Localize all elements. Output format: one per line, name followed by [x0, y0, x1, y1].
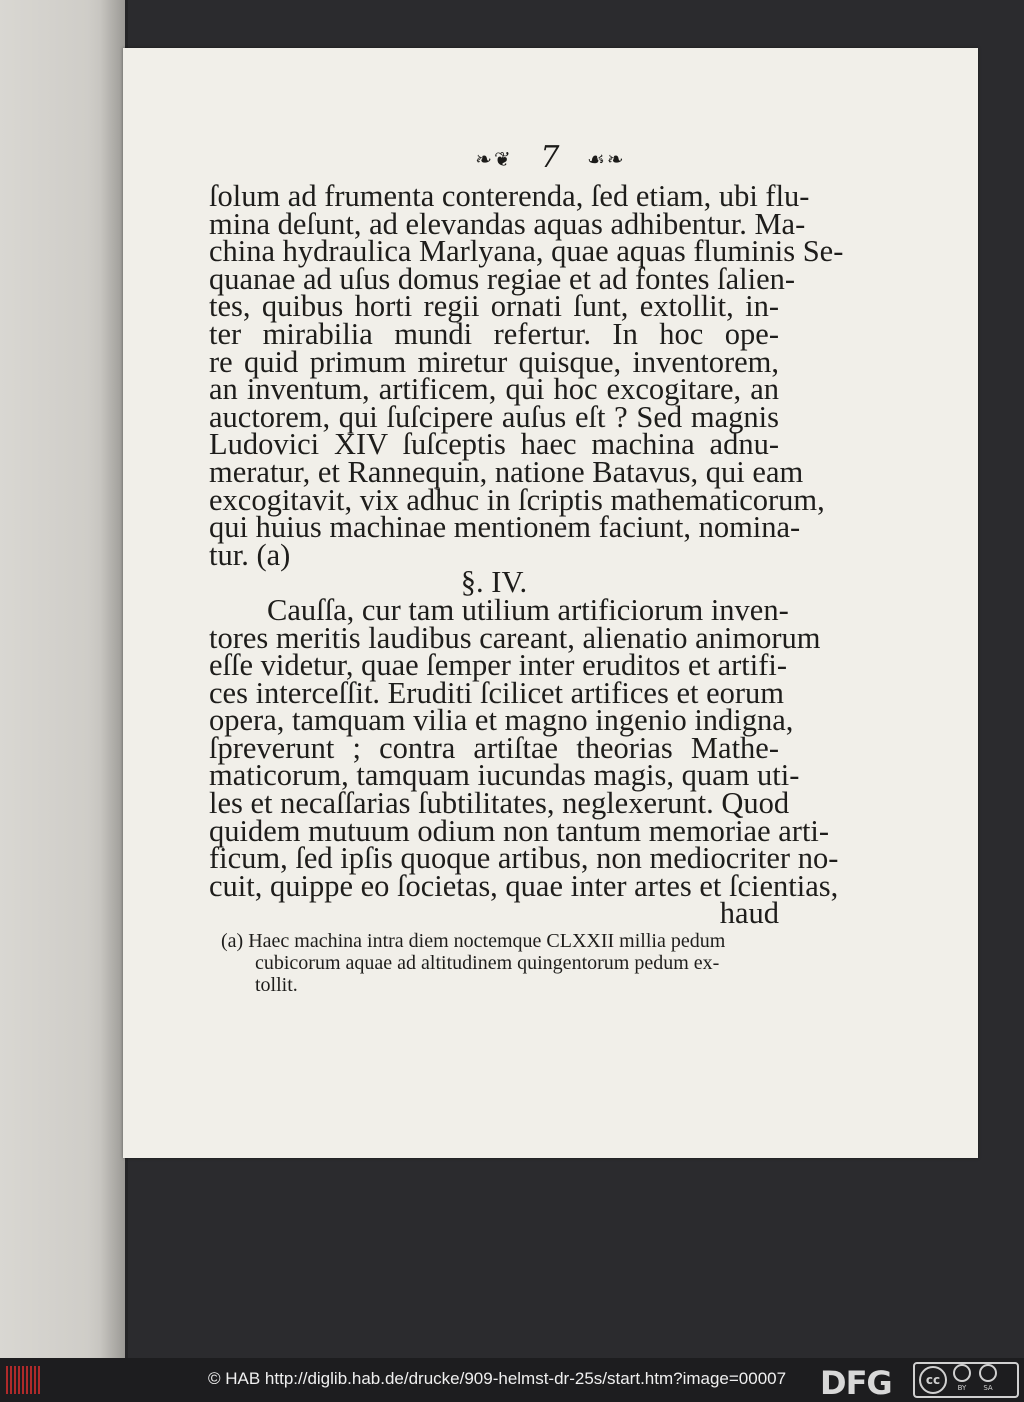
footnote-line: (a) Haec machina intra diem noctemque CLXXII millia pedum [221, 930, 726, 952]
by-icon: BY [951, 1364, 973, 1396]
text-line: ſolum ad frumenta conterenda, ſed etiam, ubi flu- [209, 179, 810, 213]
text-line: excogitavit, vix adhuc in ſcriptis mathematicorum, [209, 482, 825, 517]
text-line: mina deſunt, ad elevandas aquas adhibentur. Ma- [209, 206, 806, 241]
text-line: tes, quibus horti regii ornati ſunt, extollit, in- [209, 289, 779, 324]
ornament-left-icon: ❧❦ [475, 147, 513, 171]
ornament-right-icon: ☙❧ [587, 147, 626, 171]
footnote-line: cubicorum aquae ad altitudinem quingentorum pedum ex- [255, 952, 720, 974]
text-line: eſſe videtur, quae ſemper inter eruditos et artifi- [209, 648, 788, 683]
section-heading: §. IV. [460, 565, 528, 600]
text-line: ter mirabilia mundi refertur. In hoc ope- [209, 316, 779, 351]
text-line: ficum, ſed ipſis quoque artibus, non mediocriter no- [209, 841, 839, 876]
catchword: haud [719, 896, 779, 931]
text-line: cuit, quippe eo ſocietas, quae inter artes et ſcientias, [209, 868, 839, 903]
text-line: china hydraulica Marlyana, quae aquas fluminis Se- [209, 234, 844, 269]
text-line: Cauſſa, cur tam utilium artificiorum inven- [267, 592, 789, 627]
body-text [209, 179, 844, 931]
text-line: quidem mutuum odium non tantum memoriae arti- [209, 813, 830, 848]
citation-link[interactable]: © HAB http://diglib.hab.de/drucke/909-helmst-dr-25s/start.htm?image=00007 [208, 1369, 787, 1388]
text-line: tur. (a) [209, 537, 291, 572]
text-line: an inventum, artificem, qui hoc excogitare, an [209, 372, 779, 407]
footer-bar [0, 1358, 1024, 1402]
text-line: ces interceſſit. Eruditi ſcilicet artifices et eorum [209, 675, 785, 710]
footnote [221, 930, 781, 996]
sa-icon: SA [977, 1364, 999, 1396]
text-line: les et necaſſarias ſubtilitates, neglexerunt. Quod [209, 786, 790, 821]
book-page [123, 48, 978, 1158]
text-line: opera, tamquam vilia et magno ingenio indigna, [209, 703, 794, 738]
barcode-icon [6, 1366, 42, 1394]
text-line: maticorum, tamquam iucundas magis, quam uti- [209, 758, 800, 793]
footnote-line: tollit. [255, 974, 298, 996]
running-header [123, 140, 978, 175]
cc-icon: cc [919, 1366, 947, 1394]
text-line: ſpreverunt ; contra artiſtae theorias Mathe- [209, 730, 779, 765]
page-number: 7 [540, 140, 560, 175]
text-line: qui huius machinae mentionem faciunt, nomina- [209, 510, 801, 545]
cc-license-badge[interactable] [913, 1362, 1019, 1398]
text-line: tores meritis laudibus careant, alienatio animorum [209, 620, 821, 655]
text-line: Ludovici XIV ſuſceptis haec machina adnu- [209, 427, 779, 462]
text-line: quanae ad uſus domus regiae et ad fontes ſalien- [209, 261, 796, 296]
text-line: re quid primum miretur quisque, inventorem, [209, 344, 779, 379]
text-line: auctorem, qui ſuſcipere auſus eſt ? Sed magnis [209, 399, 779, 434]
text-line: meratur, et Rannequin, natione Batavus, qui eam [209, 454, 804, 489]
dfg-logo: DFG [820, 1364, 892, 1402]
